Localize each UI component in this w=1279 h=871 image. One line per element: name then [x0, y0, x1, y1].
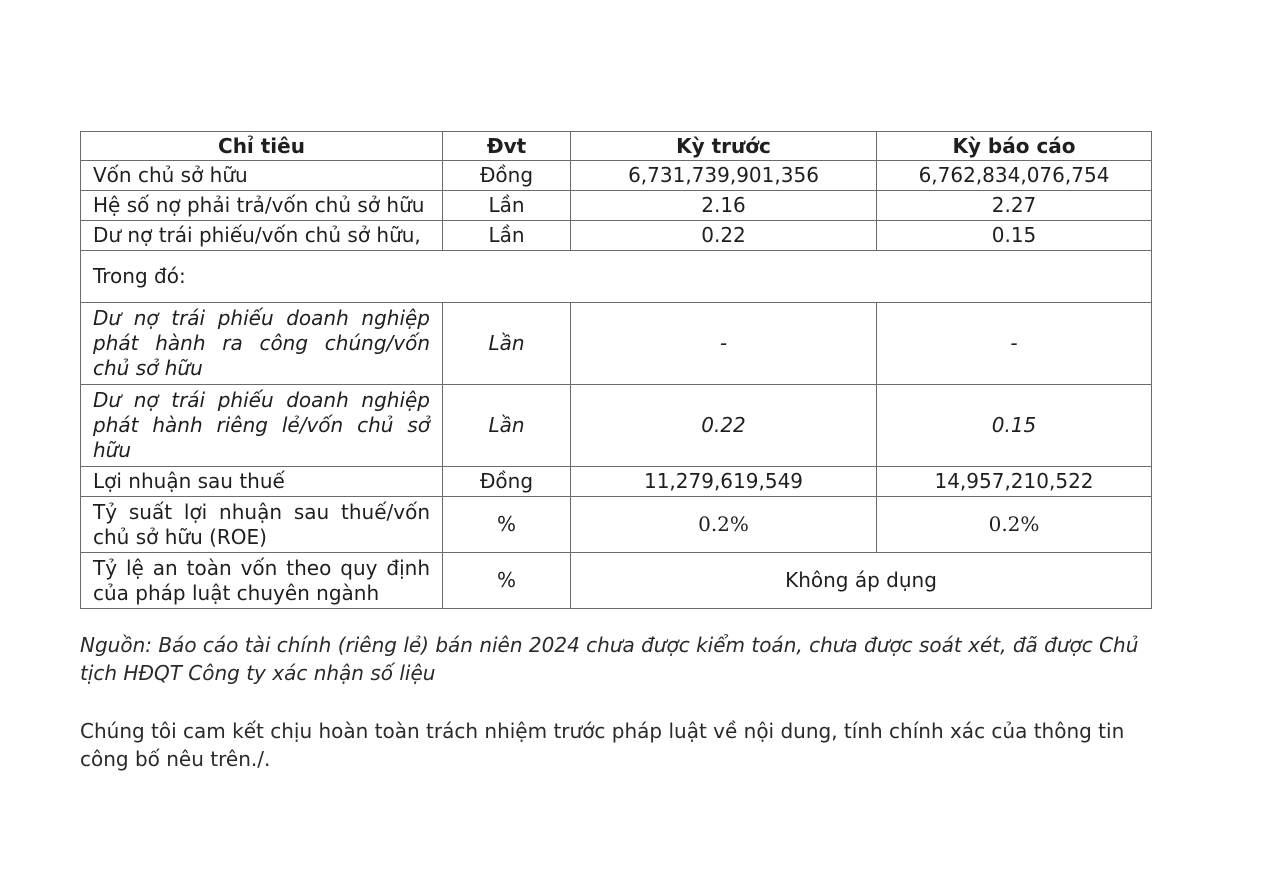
table-row: [81, 303, 1152, 385]
row-curr-value: 6,762,834,076,754: [877, 161, 1152, 191]
table-row-subheading: [81, 251, 1152, 303]
row-curr-value: 2.27: [877, 191, 1152, 221]
row-prev-value: 0.2%: [571, 497, 877, 553]
row-unit: %: [443, 497, 571, 553]
header-reporting-period: Kỳ báo cáo: [877, 132, 1152, 161]
row-merged-value-not-applicable: Không áp dụng: [571, 553, 1152, 609]
table-header-row: [81, 132, 1152, 161]
row-prev-value: -: [571, 303, 877, 385]
commitment-statement: Chúng tôi cam kết chịu hoàn toàn trách nhiệm trước pháp luật về nội dung, tính chính xác của thông tin công bố nêu trên./.: [80, 719, 1125, 771]
row-curr-value: 0.15: [877, 221, 1152, 251]
row-prev-value: 2.16: [571, 191, 877, 221]
table-row: [81, 467, 1152, 497]
row-prev-value: 6,731,739,901,356: [571, 161, 877, 191]
row-indicator: Tỷ suất lợi nhuận sau thuế/vốn chủ sở hữu (ROE): [81, 497, 443, 553]
row-indicator: Dư nợ trái phiếu doanh nghiệp phát hành ra công chúng/vốn chủ sở hữu: [81, 303, 443, 385]
row-indicator: Vốn chủ sở hữu: [81, 161, 443, 191]
row-curr-value: 0.2%: [877, 497, 1152, 553]
financial-indicators-table: [80, 131, 1152, 609]
header-unit: Đvt: [443, 132, 571, 161]
table-row: [81, 497, 1152, 553]
table-row: [81, 161, 1152, 191]
table-row: [81, 191, 1152, 221]
row-curr-value: -: [877, 303, 1152, 385]
subheading-in-which: Trong đó:: [81, 251, 1152, 303]
row-unit: Đồng: [443, 161, 571, 191]
row-prev-value: 0.22: [571, 385, 877, 467]
row-indicator: Dư nợ trái phiếu/vốn chủ sở hữu,: [81, 221, 443, 251]
row-prev-value: 11,279,619,549: [571, 467, 877, 497]
row-indicator: Tỷ lệ an toàn vốn theo quy định của pháp luật chuyên ngành: [81, 553, 443, 609]
source-note: Nguồn: Báo cáo tài chính (riêng lẻ) bán niên 2024 chưa được kiểm toán, chưa được soát xét, đã được Chủ tịch HĐQT Công ty xác nhận số liệu: [80, 633, 1139, 685]
row-prev-value: 0.22: [571, 221, 877, 251]
row-unit: Lần: [443, 191, 571, 221]
row-unit: %: [443, 553, 571, 609]
row-curr-value: 0.15: [877, 385, 1152, 467]
table-row: [81, 553, 1152, 609]
row-curr-value: 14,957,210,522: [877, 467, 1152, 497]
header-previous-period: Kỳ trước: [571, 132, 877, 161]
header-indicator: Chỉ tiêu: [81, 132, 443, 161]
row-indicator: Lợi nhuận sau thuế: [81, 467, 443, 497]
row-unit: Đồng: [443, 467, 571, 497]
table-row: [81, 221, 1152, 251]
row-unit: Lần: [443, 385, 571, 467]
row-indicator: Hệ số nợ phải trả/vốn chủ sở hữu: [81, 191, 443, 221]
row-indicator: Dư nợ trái phiếu doanh nghiệp phát hành riêng lẻ/vốn chủ sở hữu: [81, 385, 443, 467]
row-unit: Lần: [443, 303, 571, 385]
row-unit: Lần: [443, 221, 571, 251]
table-row: [81, 385, 1152, 467]
